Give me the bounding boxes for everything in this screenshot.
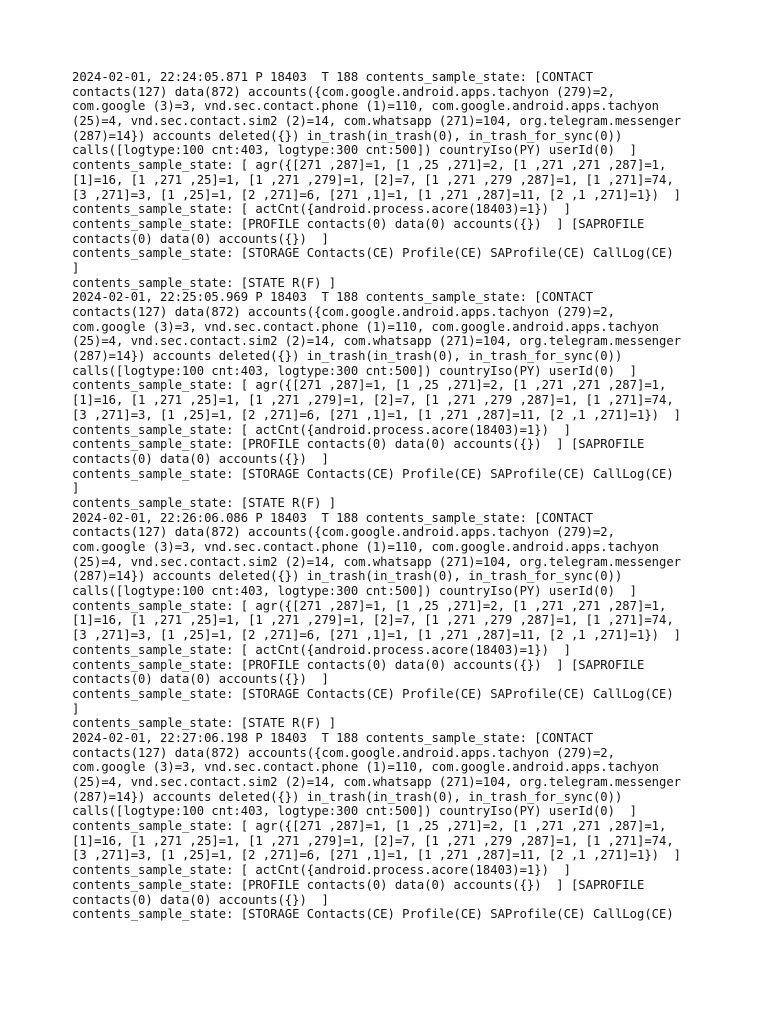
log-line: contents_sample_state: [ actCnt({android.process.acore(18403)=1}) ]	[72, 863, 571, 878]
log-line: com.google (3)=3, vnd.sec.contact.phone (1)=110, com.google.android.apps.tachyon	[72, 319, 659, 334]
log-line: contents_sample_state: [STORAGE Contacts(CE) Profile(CE) SAProfile(CE) CallLog(CE)	[72, 686, 674, 701]
log-line: contents_sample_state: [ agr({[271 ,287]=1, [1 ,25 ,271]=2, [1 ,271 ,271 ,287]=1,	[72, 598, 667, 613]
log-line: calls([logtype:100 cnt:403, logtype:300 cnt:500]) countryIso(PY) userId(0) ]	[72, 584, 637, 599]
log-line: contents_sample_state: [ agr({[271 ,287]=1, [1 ,25 ,271]=2, [1 ,271 ,271 ,287]=1,	[72, 158, 667, 173]
log-line: contents_sample_state: [PROFILE contacts(0) data(0) accounts({}) ] [SAPROFILE	[72, 437, 645, 452]
log-line: contents_sample_state: [ agr({[271 ,287]=1, [1 ,25 ,271]=2, [1 ,271 ,271 ,287]=1,	[72, 378, 667, 393]
log-line: contacts(127) data(872) accounts({com.google.android.apps.tachyon (279)=2,	[72, 745, 615, 760]
log-line: contents_sample_state: [STATE R(F) ]	[72, 716, 337, 731]
log-line: calls([logtype:100 cnt:403, logtype:300 cnt:500]) countryIso(PY) userId(0) ]	[72, 363, 637, 378]
log-line: calls([logtype:100 cnt:403, logtype:300 cnt:500]) countryIso(PY) userId(0) ]	[72, 143, 637, 158]
log-line: contents_sample_state: [ actCnt({android.process.acore(18403)=1}) ]	[72, 202, 571, 217]
log-line: contents_sample_state: [STORAGE Contacts(CE) Profile(CE) SAProfile(CE) CallLog(CE)	[72, 466, 674, 481]
log-line: (287)=14}) accounts deleted({}) in_trash(in_trash(0), in_trash_for_sync(0))	[72, 569, 623, 584]
log-text-block	[72, 70, 762, 922]
log-line: contents_sample_state: [ actCnt({android.process.acore(18403)=1}) ]	[72, 422, 571, 437]
log-line: (287)=14}) accounts deleted({}) in_trash(in_trash(0), in_trash_for_sync(0))	[72, 128, 623, 143]
log-line: contents_sample_state: [ actCnt({android.process.acore(18403)=1}) ]	[72, 642, 571, 657]
log-line: contents_sample_state: [STATE R(F) ]	[72, 275, 337, 290]
log-line: contents_sample_state: [PROFILE contacts(0) data(0) accounts({}) ] [SAPROFILE	[72, 657, 645, 672]
log-line: contents_sample_state: [PROFILE contacts(0) data(0) accounts({}) ] [SAPROFILE	[72, 216, 645, 231]
log-line: contacts(0) data(0) accounts({}) ]	[72, 892, 329, 907]
log-line: contents_sample_state: [PROFILE contacts(0) data(0) accounts({}) ] [SAPROFILE	[72, 877, 645, 892]
log-line: [1]=16, [1 ,271 ,25]=1, [1 ,271 ,279]=1, [2]=7, [1 ,271 ,279 ,287]=1, [1 ,271]=74,	[72, 393, 674, 408]
log-line: 2024-02-01, 22:24:05.871 P 18403 T 188 contents_sample_state: [CONTACT	[72, 70, 593, 84]
log-line: ]	[72, 260, 80, 275]
log-line: contents_sample_state: [ agr({[271 ,287]=1, [1 ,25 ,271]=2, [1 ,271 ,271 ,287]=1,	[72, 819, 667, 834]
log-line: contacts(127) data(872) accounts({com.google.android.apps.tachyon (279)=2,	[72, 525, 615, 540]
log-line: [1]=16, [1 ,271 ,25]=1, [1 ,271 ,279]=1, [2]=7, [1 ,271 ,279 ,287]=1, [1 ,271]=74,	[72, 833, 674, 848]
log-line: (25)=4, vnd.sec.contact.sim2 (2)=14, com.whatsapp (271)=104, org.telegram.messenger	[72, 114, 682, 129]
log-line: (287)=14}) accounts deleted({}) in_trash(in_trash(0), in_trash_for_sync(0))	[72, 349, 623, 364]
log-line: contacts(127) data(872) accounts({com.google.android.apps.tachyon (279)=2,	[72, 84, 615, 99]
log-line: (25)=4, vnd.sec.contact.sim2 (2)=14, com.whatsapp (271)=104, org.telegram.messenger	[72, 554, 682, 569]
log-line: contacts(0) data(0) accounts({}) ]	[72, 672, 329, 687]
log-line: [3 ,271]=3, [1 ,25]=1, [2 ,271]=6, [271 ,1]=1, [1 ,271 ,287]=11, [2 ,1 ,271]=1}) ]	[72, 187, 682, 202]
log-line: (287)=14}) accounts deleted({}) in_trash(in_trash(0), in_trash_for_sync(0))	[72, 789, 623, 804]
log-line: ]	[72, 701, 80, 716]
log-line: calls([logtype:100 cnt:403, logtype:300 cnt:500]) countryIso(PY) userId(0) ]	[72, 804, 637, 819]
log-line: contacts(0) data(0) accounts({}) ]	[72, 451, 329, 466]
log-line: contents_sample_state: [STORAGE Contacts(CE) Profile(CE) SAProfile(CE) CallLog(CE)	[72, 246, 674, 261]
log-line: 2024-02-01, 22:27:06.198 P 18403 T 188 contents_sample_state: [CONTACT	[72, 730, 593, 745]
log-line: 2024-02-01, 22:26:06.086 P 18403 T 188 contents_sample_state: [CONTACT	[72, 510, 593, 525]
log-line: com.google (3)=3, vnd.sec.contact.phone (1)=110, com.google.android.apps.tachyon	[72, 760, 659, 775]
log-line: (25)=4, vnd.sec.contact.sim2 (2)=14, com.whatsapp (271)=104, org.telegram.messenger	[72, 775, 682, 789]
log-line: (25)=4, vnd.sec.contact.sim2 (2)=14, com.whatsapp (271)=104, org.telegram.messenger	[72, 334, 682, 349]
log-line: contents_sample_state: [STORAGE Contacts(CE) Profile(CE) SAProfile(CE) CallLog(CE)	[72, 907, 674, 922]
log-line: contacts(0) data(0) accounts({}) ]	[72, 231, 329, 246]
log-line: contacts(127) data(872) accounts({com.google.android.apps.tachyon (279)=2,	[72, 305, 615, 319]
log-line: com.google (3)=3, vnd.sec.contact.phone (1)=110, com.google.android.apps.tachyon	[72, 540, 659, 554]
log-line: [3 ,271]=3, [1 ,25]=1, [2 ,271]=6, [271 ,1]=1, [1 ,271 ,287]=11, [2 ,1 ,271]=1}) ]	[72, 407, 682, 422]
log-line: contents_sample_state: [STATE R(F) ]	[72, 495, 337, 510]
log-line: [1]=16, [1 ,271 ,25]=1, [1 ,271 ,279]=1, [2]=7, [1 ,271 ,279 ,287]=1, [1 ,271]=74,	[72, 172, 674, 187]
log-line: 2024-02-01, 22:25:05.969 P 18403 T 188 contents_sample_state: [CONTACT	[72, 290, 593, 305]
log-line: com.google (3)=3, vnd.sec.contact.phone (1)=110, com.google.android.apps.tachyon	[72, 99, 659, 114]
log-line: ]	[72, 481, 80, 496]
log-line: [3 ,271]=3, [1 ,25]=1, [2 ,271]=6, [271 ,1]=1, [1 ,271 ,287]=11, [2 ,1 ,271]=1}) ]	[72, 628, 682, 643]
log-line: [3 ,271]=3, [1 ,25]=1, [2 ,271]=6, [271 ,1]=1, [1 ,271 ,287]=11, [2 ,1 ,271]=1}) ]	[72, 848, 682, 863]
log-line: [1]=16, [1 ,271 ,25]=1, [1 ,271 ,279]=1, [2]=7, [1 ,271 ,279 ,287]=1, [1 ,271]=74,	[72, 613, 674, 628]
